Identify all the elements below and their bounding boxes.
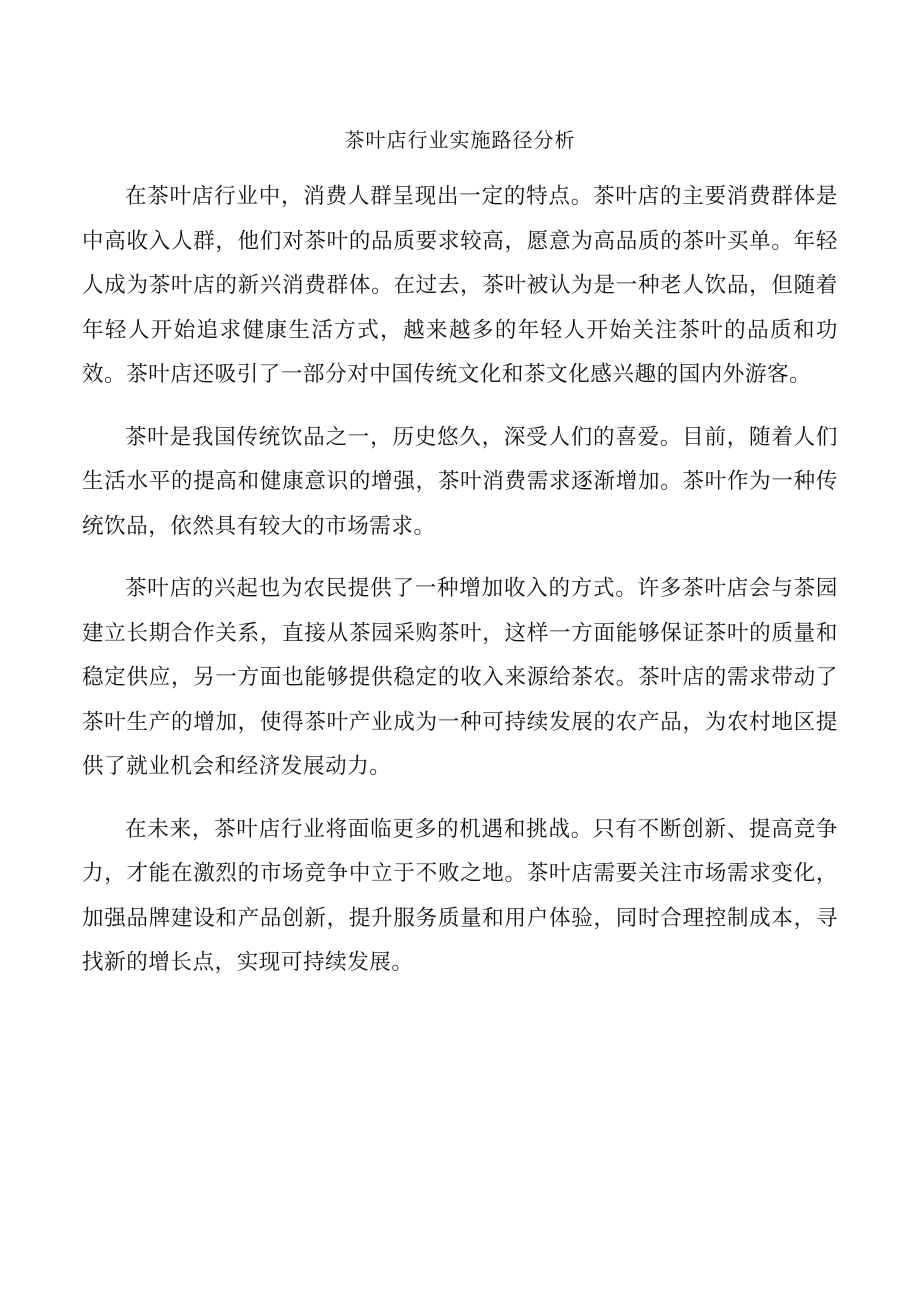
document-body bbox=[82, 175, 838, 1004]
paragraph-future-outlook: 在未来，茶叶店行业将面临更多的机遇和挑战。只有不断创新、提高竞争力，才能在激烈的市场竞争中立于不败之地。茶叶店需要关注市场需求变化，加强品牌建设和产品创新，提升服务质量和用户体验，同时合理控制成本，寻找新的增长点，实现可持续发展。 bbox=[82, 816, 838, 975]
document-title: 茶叶店行业实施路径分析 bbox=[344, 128, 576, 152]
paragraph-farmer-income: 茶叶店的兴起也为农民提供了一种增加收入的方式。许多茶叶店会与茶园建立长期合作关系，直接从茶园采购茶叶，这样一方面能够保证茶叶的质量和稳定供应，另一方面也能够提供稳定的收入来源给茶农。茶叶店的需求带动了茶叶生产的增加，使得茶叶产业成为一种可持续发展的农产品，为农村地区提供了就业机会和经济发展动力。 bbox=[82, 576, 838, 779]
paragraph-consumer-groups: 在茶叶店行业中，消费人群呈现出一定的特点。茶叶店的主要消费群体是中高收入人群，他们对茶叶的品质要求较高，愿意为高品质的茶叶买单。年轻人成为茶叶店的新兴消费群体。在过去，茶叶被认为是一种老人饮品，但随着年轻人开始追求健康生活方式，越来越多的年轻人开始关注茶叶的品质和功效。茶叶店还吸引了一部分对中国传统文化和茶文化感兴趣的国内外游客。 bbox=[82, 184, 838, 387]
paragraph-market-demand: 茶叶是我国传统饮品之一，历史悠久，深受人们的喜爱。目前，随着人们生活水平的提高和健康意识的增强，茶叶消费需求逐渐增加。茶叶作为一种传统饮品，依然具有较大的市场需求。 bbox=[82, 424, 838, 539]
